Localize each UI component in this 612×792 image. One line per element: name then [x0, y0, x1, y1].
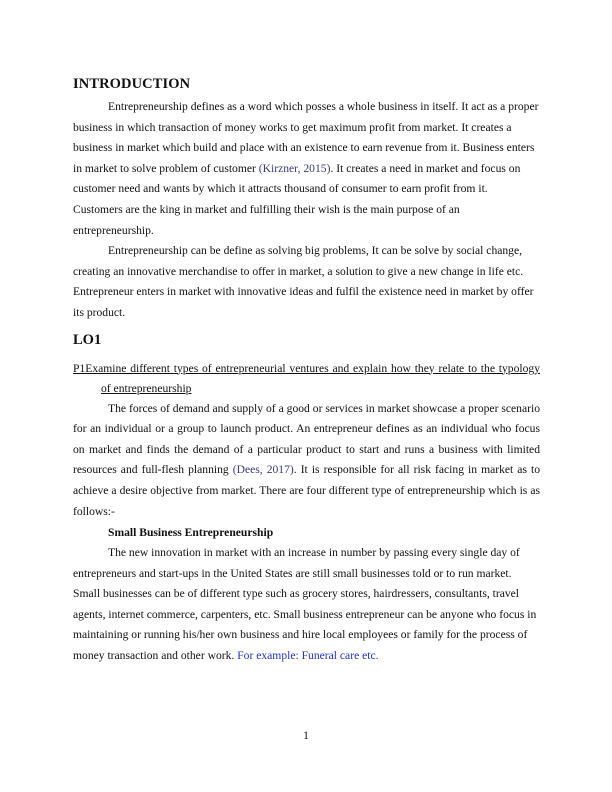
lo1-heading: LO1	[73, 331, 102, 348]
intro-paragraph-2: Entrepreneurship can be define as solving big problems, It can be solve by social change, creating an innovative merchandise to offer in market, a solution to give a new change in life etc. Entrepreneur enters in market with innovative ideas and fulfil the existence need in market by offer its product.	[73, 244, 534, 319]
lo1-p2-text: The new innovation in market with an increase in number by passing every single day of entrepreneurs and start-ups in the United States are still small businesses told or to run market. Small businesses can be of different type such as grocery stores, hairdressers, consultants, travel agents, internet commerce, carpenters, etc. Small business entrepreneur can be anyone who focus in maintaining or running his/her own business and hire local employees or family for the process of money transaction and other work.	[73, 546, 537, 663]
lo1-paragraph-2	[73, 543, 540, 667]
example-text: For example: Funeral care etc.	[237, 649, 379, 663]
citation-kirzner: (Kirzner, 2015)	[258, 161, 331, 175]
task-p1-heading: P1Examine different types of entrepreneurial ventures and explain how they relate to the typology of entrepreneurship	[73, 361, 540, 395]
page-number: 1	[303, 729, 309, 742]
intro-paragraph-1	[73, 97, 540, 241]
lo1-p1-text-b: . It is responsible for all risk facing in market as to achieve a desire objective from market. There are four different type of entrepreneurship which is as follows:-	[73, 463, 541, 518]
lo1-paragraph-1	[73, 399, 540, 523]
intro-p1-text-b: . It creates a need in market and focus on customer need and wants by which it attracts thousand of consumer to earn profit from it. Customers are the king in market and fulfilling their wish is the main purpose of an entrepreneurship.	[73, 161, 521, 237]
document-page	[73, 76, 540, 667]
intro-p1-text-a: Entrepreneurship defines as a word which posses a whole business in itself. It act as a proper business in which transaction of money works to get maximum profit from market. It creates a business in market which build and place with an existence to earn revenue from it. Business enters in market to solve problem of customer	[73, 100, 539, 175]
introduction-heading: INTRODUCTION	[73, 76, 191, 92]
lo1-p1-text-a: The forces of demand and supply of a good or services in market showcase a proper scenario for an individual or a group to launch product. An entrepreneur defines as an individual who focus on market and finds the demand of a particular product to start and runs a business with limited resources and full-flesh planning	[73, 401, 540, 477]
citation-dees: (Dees, 2017)	[232, 463, 294, 477]
small-business-subheading: Small Business Entrepreneurship	[108, 526, 274, 540]
